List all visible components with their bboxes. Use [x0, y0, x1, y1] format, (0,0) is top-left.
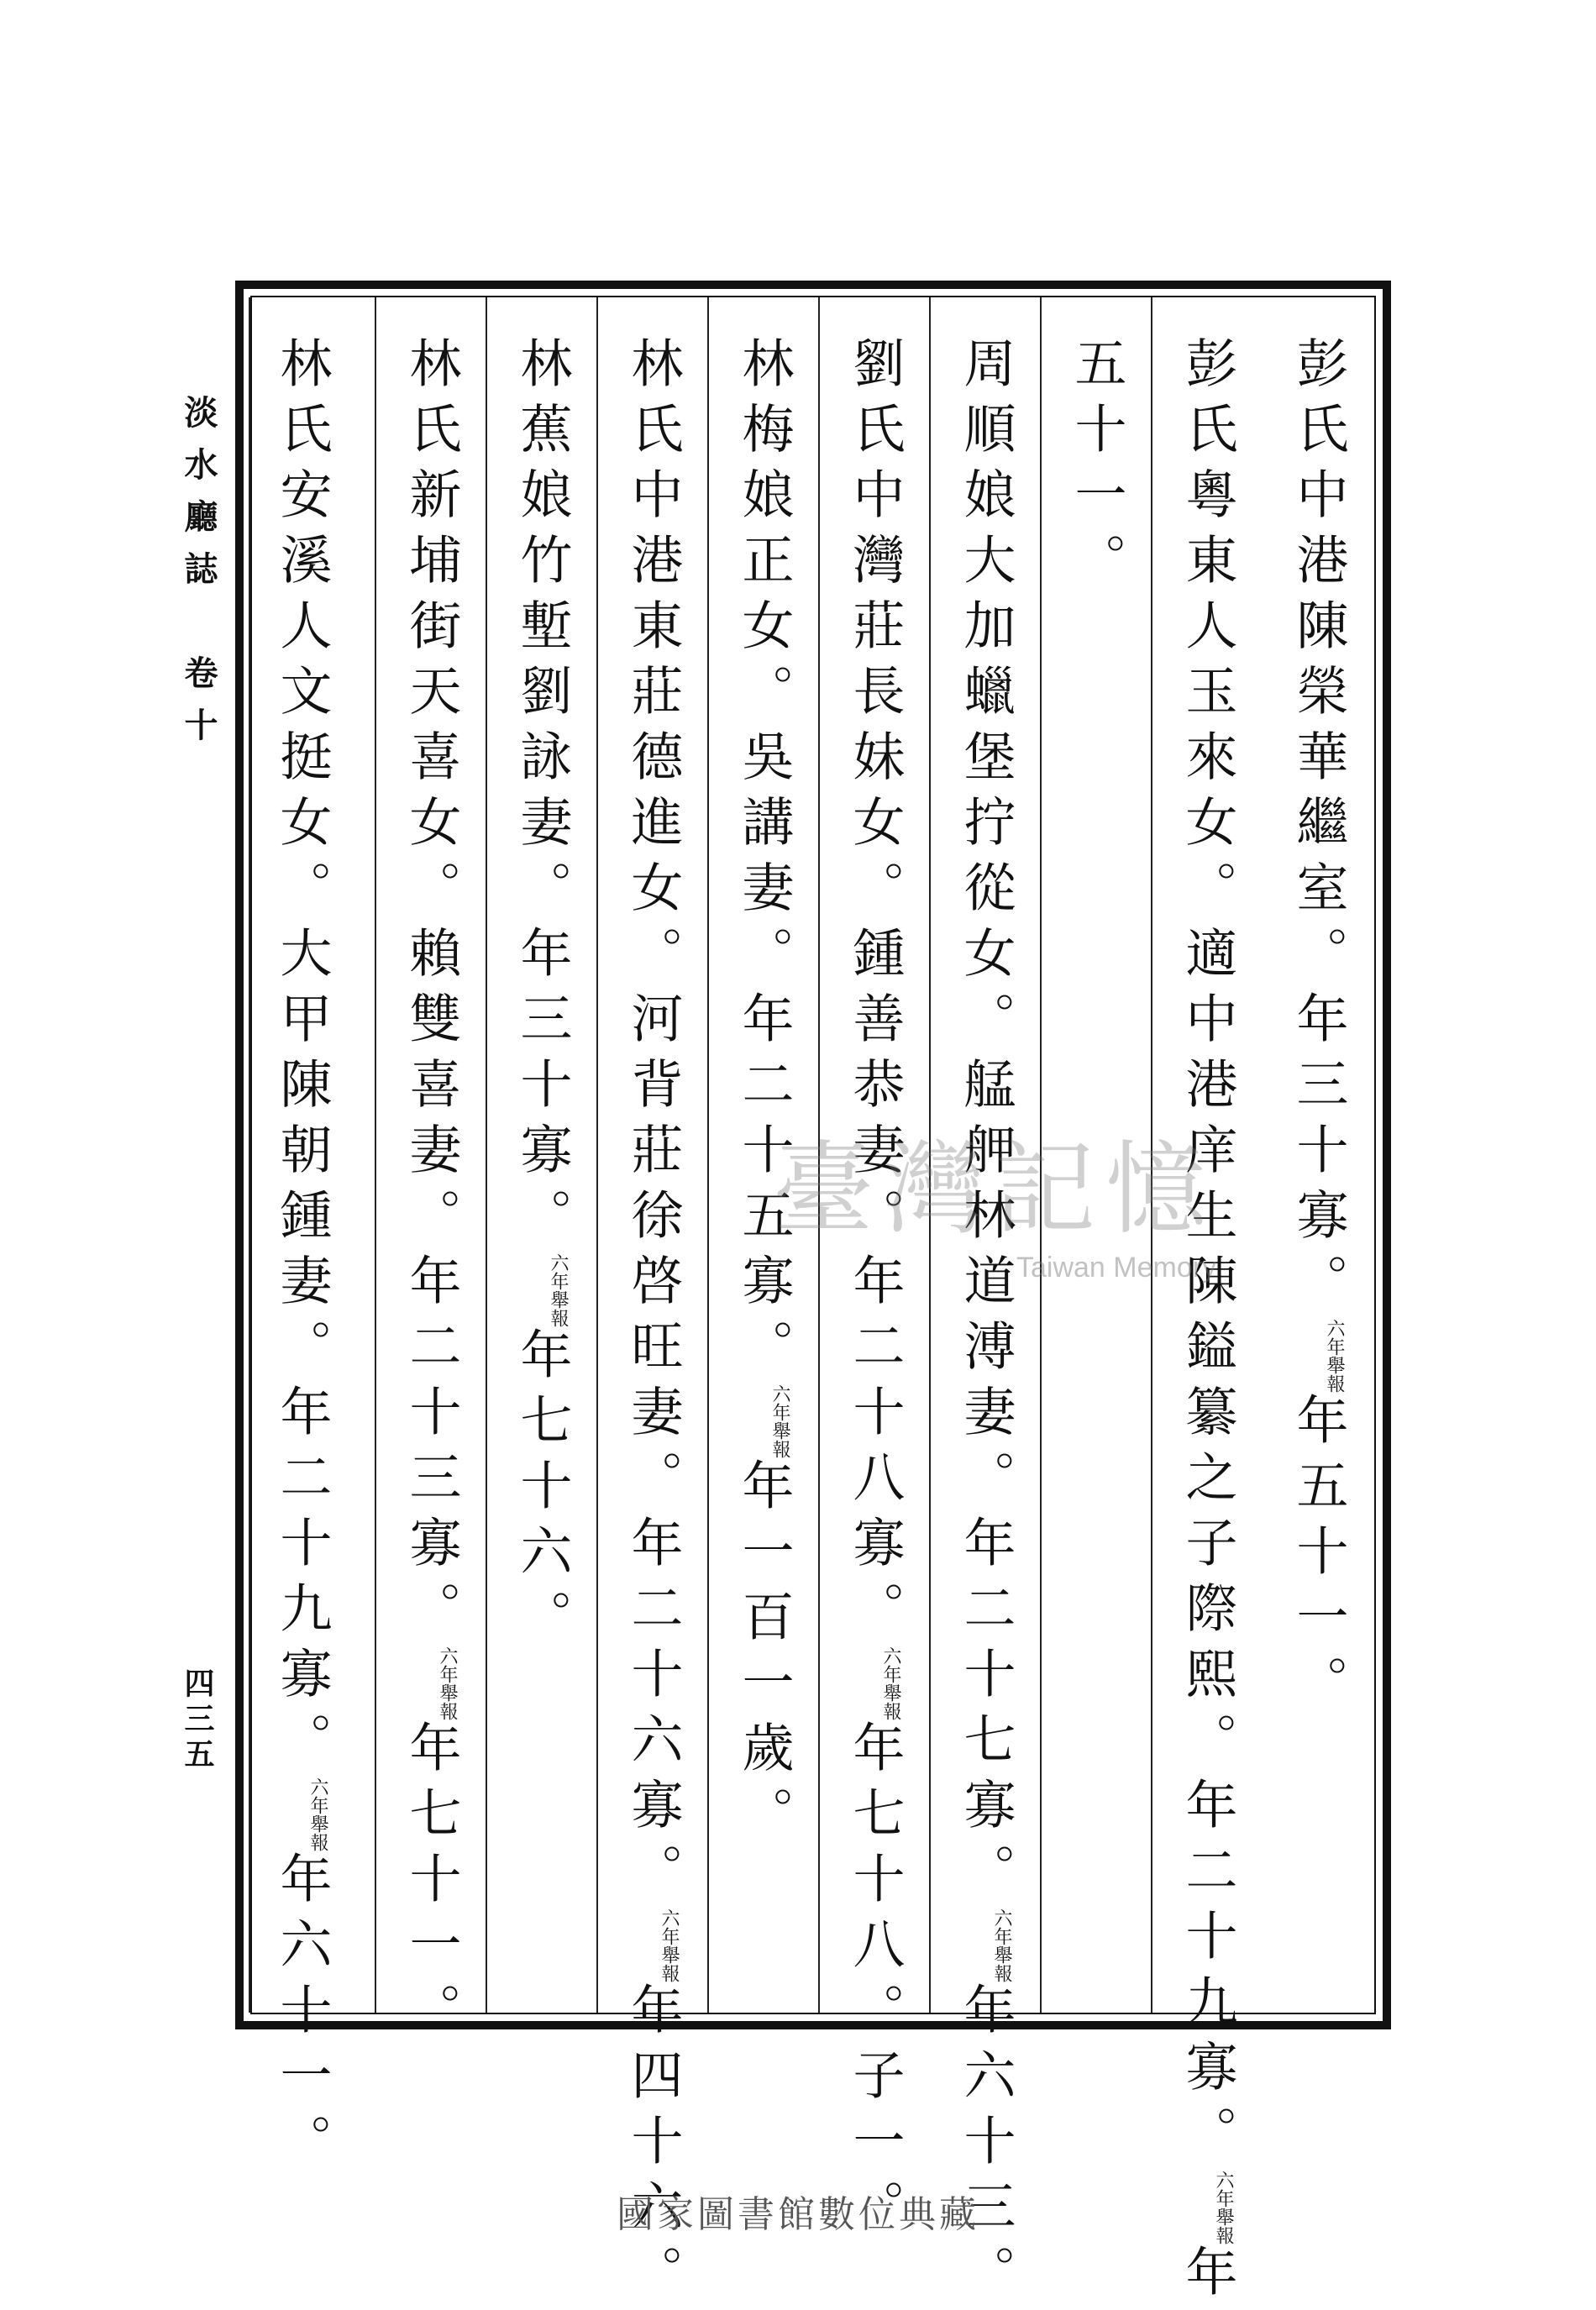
page-number: 四三五: [180, 1667, 215, 1773]
text-column-5: 劉氏中灣莊長妹女。鍾善恭妻。年二十八寡。六年舉報年七十八。子一。: [818, 297, 931, 2013]
annotation-note: 六年舉報: [659, 1908, 680, 1982]
text-column-2: 彭氏粵東人玉來女。適中港庠生陳鎰纂之子際熙。年二十九寡。六年舉報年: [1151, 297, 1263, 2013]
annotation-note: 六年舉報: [991, 1908, 1012, 1982]
text-column-3: 五十一。: [1040, 297, 1152, 2013]
footer-caption: 國家圖書館數位典藏: [617, 2193, 979, 2236]
margin-title: 淡水廳誌 卷十: [179, 395, 218, 759]
text-column-10: 林氏安溪人文挺女。大甲陳朝鍾妻。年二十九寡。六年舉報年六十一。: [249, 297, 376, 2013]
text-column-4: 周順娘大加蠟堡拧從女。艋舺林道溥妻。年二十七寡。六年舉報年六十三。: [929, 297, 1042, 2013]
text-column-6: 林梅娘正女。吳講妻。年二十五寡。六年舉報年一百一歲。: [707, 297, 820, 2013]
watermark-logo: 臺灣記憶: [773, 1131, 1216, 1248]
annotation-note: 六年舉報: [880, 1646, 901, 1720]
annotation-note: 六年舉報: [769, 1384, 790, 1458]
text-column-1: 彭氏中港陳榮華繼室。年三十寡。六年舉報年五十一。: [1288, 336, 1349, 1720]
annotation-note: 六年舉報: [1213, 2171, 1234, 2244]
text-column-9: 林氏新埔街天喜女。賴雙喜妻。年二十三寡。六年舉報年七十一。: [375, 297, 487, 2013]
text-column-8: 林蕉娘竹塹劉詠妻。年三十寡。六年舉報年七十六。: [486, 297, 598, 2013]
text-column-7: 林氏中港東莊德進女。河背莊徐啓旺妻。年二十六寡。六年舉報年四十六。: [596, 297, 709, 2013]
annotation-note: 六年舉報: [1324, 1319, 1345, 1393]
annotation-note: 六年舉報: [437, 1646, 458, 1720]
annotation-note: 六年舉報: [548, 1253, 569, 1327]
annotation-note: 六年舉報: [307, 1777, 328, 1851]
watermark-subtext: Taiwan Memory: [1016, 1252, 1217, 1284]
